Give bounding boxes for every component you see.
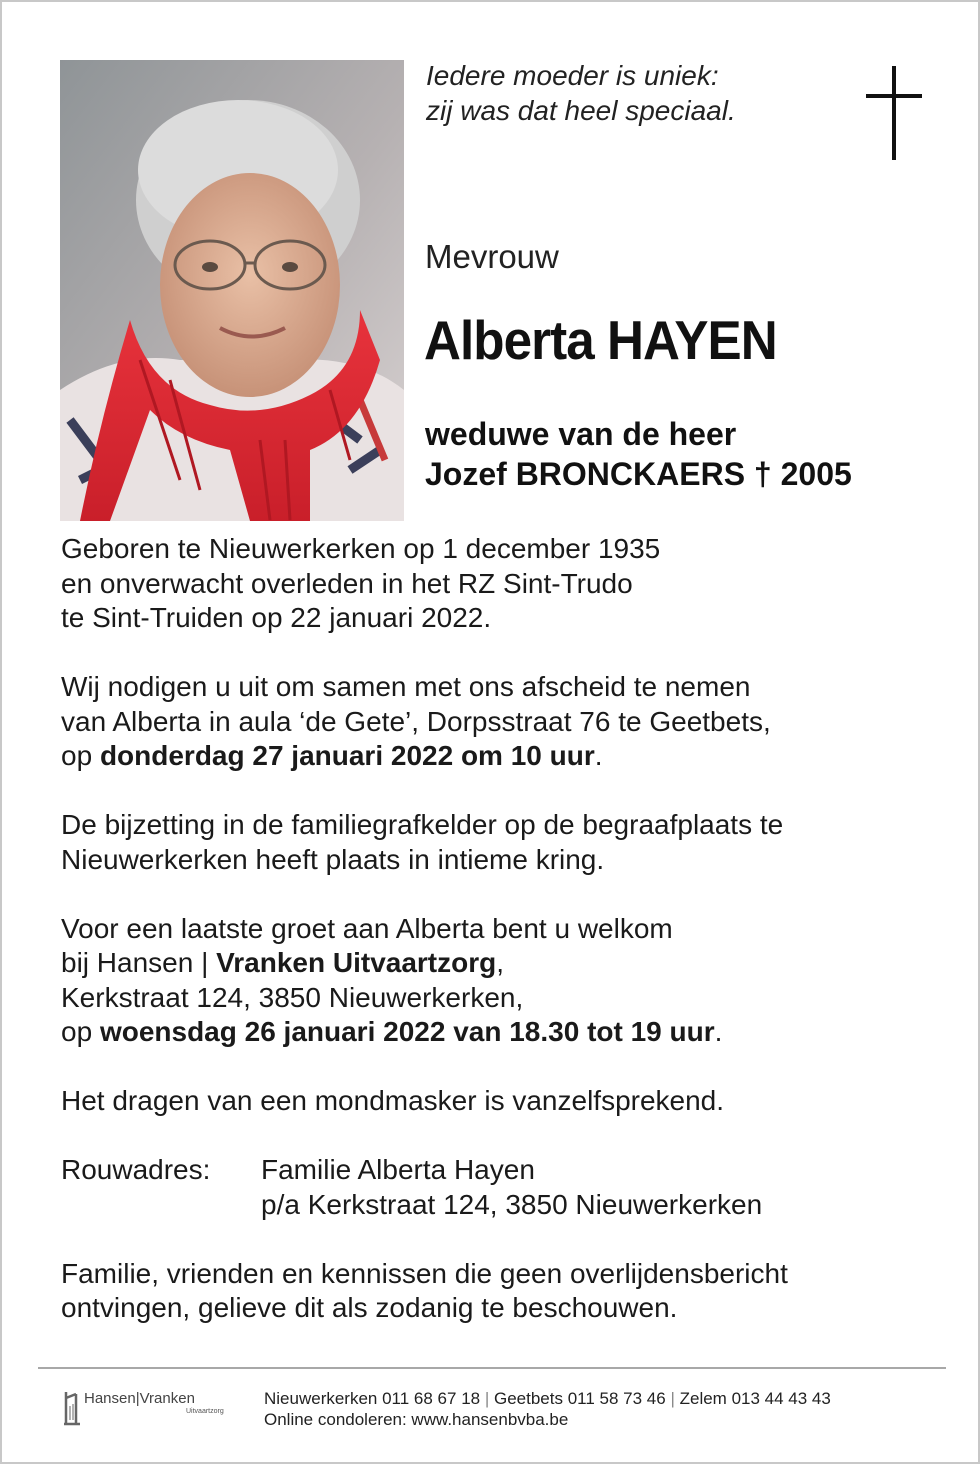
farewell-line-1: Wij nodigen u uit om samen met ons afscheid te nemen: [61, 671, 751, 702]
phone-geetbets: Geetbets 011 58 73 46: [494, 1389, 666, 1408]
spouse-line-1: weduwe van de heer: [425, 416, 737, 452]
address-label: Rouwadres:: [61, 1154, 211, 1185]
latin-cross-icon: [866, 66, 922, 160]
footer-divider: [38, 1367, 946, 1369]
phone-numbers: [264, 1388, 831, 1409]
visit-paragraph: [61, 912, 961, 1050]
visit-line-4: [61, 1015, 961, 1050]
quote-line-2: zij was dat heel speciaal.: [426, 95, 736, 126]
mask-note: Het dragen van een mondmasker is vanzelfsprekend.: [61, 1085, 725, 1116]
burial-line-2: Nieuwerkerken heeft plaats in intieme kring.: [61, 843, 605, 875]
portrait-photo: [60, 60, 404, 521]
visit-date: woensdag 26 januari 2022 van 18.30 tot 19 uur: [99, 1016, 715, 1047]
quote-line-1: Iedere moeder is uniek:: [426, 60, 719, 91]
logo-text: Hansen|Vranken: [84, 1390, 195, 1407]
farewell-paragraph: [61, 670, 961, 774]
closing-line-1: Familie, vrienden en kennissen die geen overlijdensbericht: [61, 1257, 788, 1289]
burial-paragraph: [61, 808, 961, 877]
online-condolence-link[interactable]: Online condoleren: www.hansenbvba.be: [264, 1410, 569, 1429]
spouse-info: [425, 414, 852, 494]
honorific: Mevrouw: [425, 238, 559, 275]
visit-date-post: .: [714, 1016, 723, 1047]
logo-mark-icon: [62, 1386, 82, 1426]
farewell-line-2: van Alberta in aula ‘de Gete’, Dorpsstraat 76 te Geetbets,: [61, 705, 771, 737]
address-line-2: p/a Kerkstraat 124, 3850 Nieuwerkerken: [261, 1188, 763, 1220]
logo-subtext: Uitvaartzorg: [186, 1408, 224, 1415]
address-line-1: Familie Alberta Hayen: [261, 1154, 535, 1185]
obituary-body: [61, 532, 961, 1360]
visit-pre: bij Hansen |: [61, 947, 217, 978]
separator: |: [484, 1389, 490, 1408]
farewell-post: .: [594, 740, 603, 771]
phone-zelem: Zelem 013 44 43 43: [679, 1389, 831, 1408]
funeral-home-name: Vranken Uitvaartzorg: [216, 947, 497, 978]
condolence-address: [61, 1153, 961, 1222]
closing-line-2: ontvingen, gelieve dit als zodanig te beschouwen.: [61, 1292, 678, 1323]
visit-line-2: [61, 946, 961, 981]
visit-line-3: Kerkstraat 124, 3850 Nieuwerkerken,: [61, 981, 524, 1013]
separator: |: [670, 1389, 675, 1408]
farewell-pre: op: [61, 740, 100, 771]
visit-comma: ,: [496, 947, 505, 978]
birth-line-3: te Sint-Truiden op 22 januari 2022.: [61, 602, 492, 633]
memorial-quote: [426, 58, 736, 128]
address-lines: [261, 1153, 762, 1222]
burial-line-1: De bijzetting in de familiegrafkelder op de begraafplaats te: [61, 809, 784, 840]
footer-contact: [264, 1388, 831, 1430]
farewell-line-3: [61, 739, 961, 774]
visit-date-pre: op: [61, 1016, 100, 1047]
farewell-date: donderdag 27 januari 2022 om 10 uur: [99, 740, 595, 771]
birth-paragraph: [61, 532, 961, 636]
phone-nieuwerkerken: Nieuwerkerken 011 68 67 18: [264, 1389, 481, 1408]
portrait-image: [60, 60, 404, 521]
deceased-name: Alberta HAYEN: [424, 309, 777, 371]
funeral-home-logo: [62, 1386, 242, 1428]
birth-line-1: Geboren te Nieuwerkerken op 1 december 1935: [61, 533, 661, 564]
closing-paragraph: [61, 1257, 961, 1326]
spouse-line-2: Jozef BRONCKAERS † 2005: [425, 456, 852, 492]
visit-line-1: Voor een laatste groet aan Alberta bent u welkom: [61, 912, 673, 944]
birth-line-2: en onverwacht overleden in het RZ Sint-Trudo: [61, 567, 633, 599]
